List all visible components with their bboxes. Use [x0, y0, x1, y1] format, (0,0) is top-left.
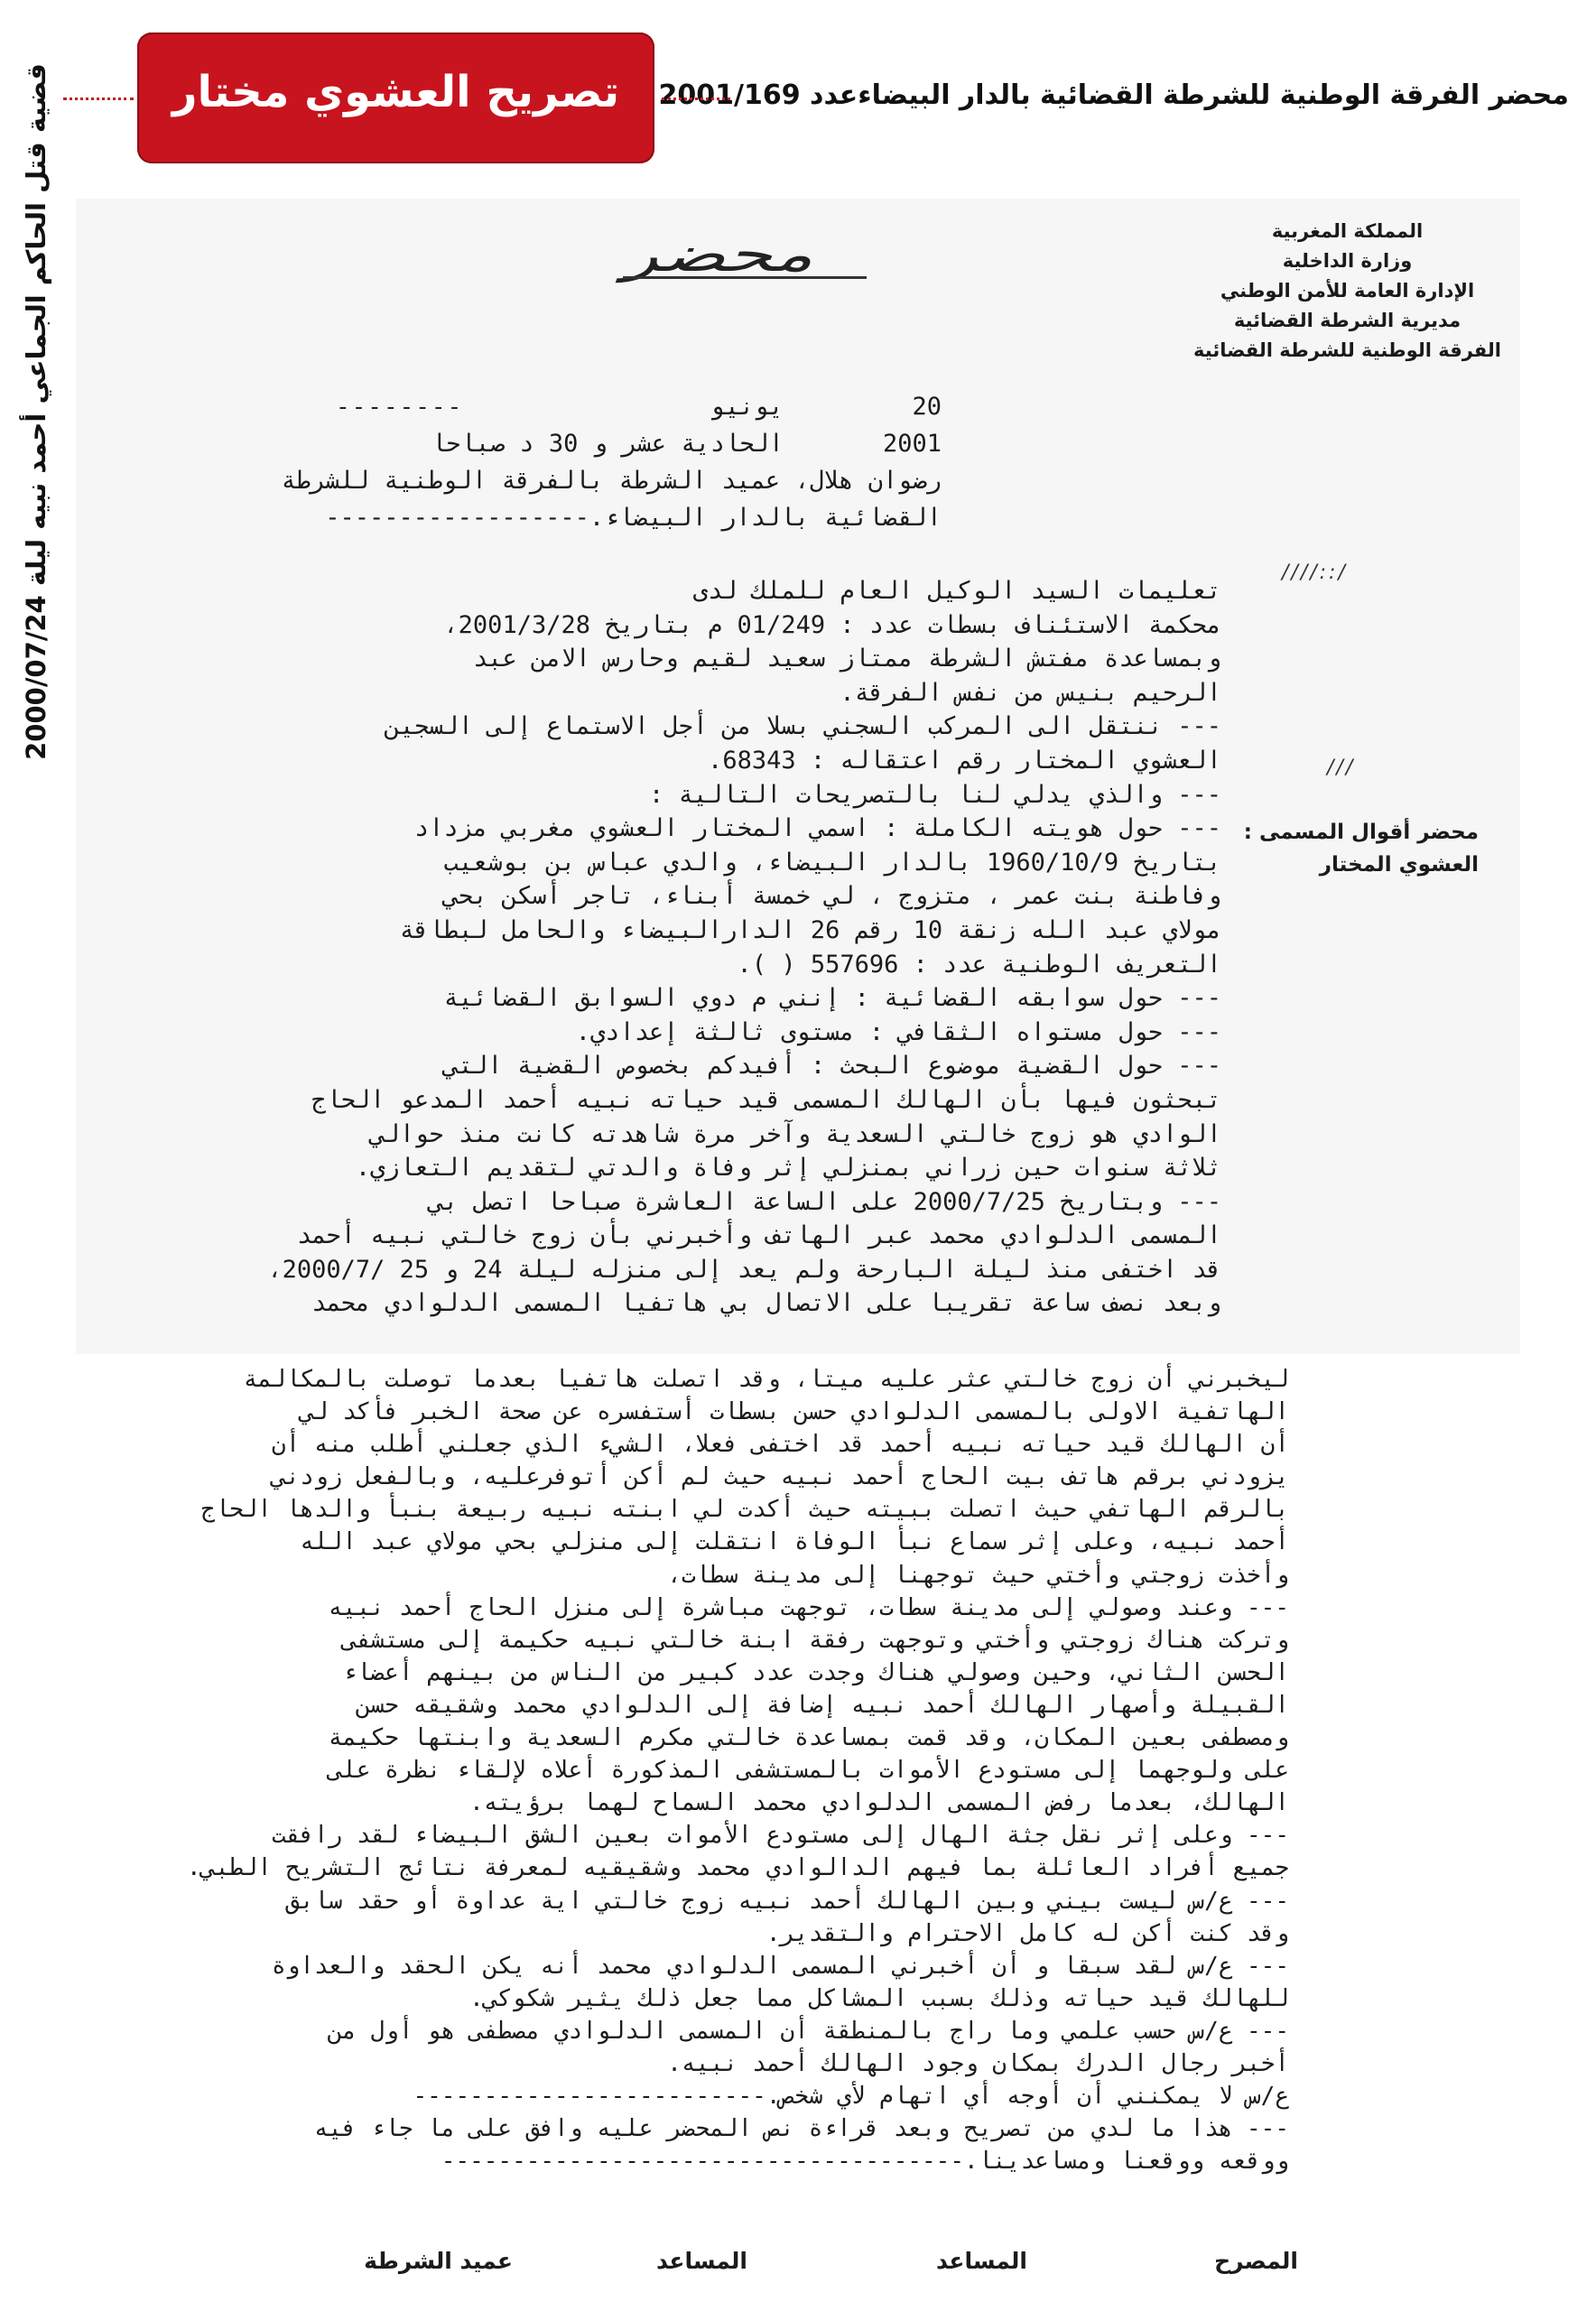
header-line-national-brigade: الفرقة الوطنية للشرطة القضائية: [1193, 339, 1501, 361]
cont-line: القبيلة وأصهار الهالك أحمد نبيه إضافة إلى الدلوادي محمد وشقيقه حسن: [356, 1691, 1289, 1719]
statement-body: [246, 574, 1221, 1321]
cont-line: ووقعه ووقعنا ومساعدينا.-------------------------------------: [441, 2148, 1289, 2176]
body-line: تبحثون فيها بأن الهالك المسمى قيد حياته نبيه أحمد المدعو الحاج: [311, 1085, 1221, 1114]
date-year: 2001: [882, 430, 942, 458]
body-line: وبمساعدة مفتش الشرطة ممتاز سعيد لقيم وحارس الامن عبد: [472, 645, 1221, 673]
cont-line: جميع أفراد العائلة بما فيهم الدالوادي محمد وشقيقيه لمعرفة نتائج التشريح الطبي.: [187, 1854, 1289, 1882]
cont-line: أن الهالك قيد حياته نبيه أحمد قد اختفى فعلا، الشيء الذي جعلني أطلب منه أن: [271, 1431, 1289, 1459]
cont-line: وتركت هناك زوجتي وأختي وتوجهت رفقة ابنة خالتي نبيه حكيمة إلى مستشفى: [342, 1626, 1289, 1654]
body-line-case: --- حول القضية موضوع البحث : أفيدكم بخصوص القضية التي: [443, 1052, 1221, 1081]
body-line-identity: --- حول هويته الكاملة : اسمي المختار العشوي مغربي مزداد: [413, 814, 1221, 843]
dotted-leader-left: [63, 97, 134, 100]
body-line: تعليمات السيد الوكيل العام للملك لدى: [692, 577, 1221, 605]
body-line: ثلاثة سنوات حين زراني بمنزلي إثر وفاة والدتي لتقديم التعازي.: [355, 1154, 1221, 1183]
body-line: --- ننتقل الى المركب السجني بسلا من أجل الاستماع إلى السجين: [385, 712, 1221, 741]
cont-line: وقد كنت أكن له كامل الاحترام والتقدير.: [766, 1919, 1289, 1947]
signature-chief: عميد الشرطة: [364, 2248, 513, 2274]
statement-continuation: [188, 1363, 1289, 2177]
cont-line: --- وعند وصولي إلى مدينة سطات، توجهت مباشرة إلى منزل الحاج أحمد نبيه: [328, 1593, 1289, 1621]
body-line: --- وبتاريخ 2000/7/25 على الساعة العاشرة صباحا اتصل بي: [429, 1187, 1221, 1216]
body-line: التعريف الوطنية عدد : 557696 ( ).: [737, 950, 1221, 979]
cont-line: يزودني برقم هاتف بيت الحاج أحمد نبيه حيث لم أكن أتوفرعليه، وبالفعل زودني: [271, 1463, 1289, 1491]
margin-note-line-2: العشوي المختار: [1319, 853, 1479, 877]
cont-line: ع/س لا يمكنني أن أوجه أي اتهام لأي شخص.-------------------------: [413, 2083, 1289, 2111]
cont-line: الهاتفية الاولى بالمسمى الدلوادي حسن بسطات أستفسره عن صحة الخبر فأكد لي: [300, 1398, 1289, 1426]
body-line: محكمة الاستئناف بسطات عدد : 01/249 م بتاريخ 2001/3/28،: [443, 610, 1221, 639]
document-title: محضر: [623, 226, 813, 283]
margin-slash-mark: ////::/: [1282, 562, 1348, 584]
date-dashes: --------: [336, 394, 464, 421]
body-line: المسمى الدلوادي محمد عبر الهاتف وأخبرني بأن زوج خالتي نبيه أحمد: [296, 1221, 1221, 1250]
cont-line: بالرقم الهاتفي حيث اتصلت ببيته حيث أكدت لي ابنته نبيه ربيعة بنبأ والدها الحاج: [200, 1496, 1289, 1524]
body-line: قد اختفى منذ ليلة البارحة ولم يعد إلى منزله ليلة 24 و 25 /2000/7،: [267, 1255, 1221, 1284]
side-caption-text: قضية قتل الحاكم الجماعي أحمد نبيه ليلة 2000/07/24: [21, 63, 51, 760]
header-line-ministry: وزارة الداخلية: [1282, 250, 1413, 272]
cont-line: --- هذا ما لدي من تصريح وبعد قراءة نص المحضر عليه وافق على ما جاء فيه: [313, 2115, 1289, 2143]
margin-slash-mark-2: ///: [1327, 756, 1356, 779]
header-line-judicial-police: مديرية الشرطة القضائية: [1233, 310, 1461, 331]
body-line: بتاريخ 1960/10/9 بالدار البيضاء، والدي عباس بن بوشعيب: [443, 848, 1221, 877]
cont-line: --- ع/س حسب علمي وما راج بالمنطقة أن المسمى الدلوادي مصطفى هو أول من: [328, 2017, 1289, 2045]
margin-note: [1244, 816, 1479, 881]
side-caption: [18, 63, 54, 760]
cont-line: --- وعلى إثر نقل جثة الهال إلى مستودع الأموات بعين الشق البيضاء لقد رافقت: [271, 1822, 1289, 1850]
body-line: مولاي عبد الله زنقة 10 رقم 26 الدارالبيضاء والحامل لبطاقة: [399, 915, 1221, 944]
page-heading: محضر الفرقة الوطنية للشرطة القضائية بالدار البيضاءعدد 2001/169: [658, 79, 1569, 111]
officer-line-2: القضائية بالدار البيضاء.------------------: [325, 504, 942, 532]
cont-line: ومصطفى بعين المكان، وقد قمت بمساعدة خالتي مكرم السعدية وابنتها حكيمة: [328, 1724, 1289, 1752]
officer-line-1: رضوان هلال، عميد الشرطة بالفرقة الوطنية للشرطة: [281, 467, 942, 495]
signature-row: [262, 2248, 1298, 2284]
header-line-kingdom: المملكة المغربية: [1271, 220, 1424, 242]
title-badge: [137, 32, 654, 163]
institution-header: [1193, 217, 1501, 366]
cont-line: الحسن الثاني، وحين وصولي هناك وجدت عدد كبير من الناس من بينهم أعضاء: [342, 1658, 1289, 1686]
date-day: 20: [912, 393, 942, 421]
body-line: الوادي هو زوج خالتي السعدية وآخر مرة شاهدته كانت منذ حوالي: [370, 1119, 1221, 1148]
cont-line: --- ع/س لقد سبقا و أن أخبرني المسمى الدلوادي محمد أنه يكن الحقد والعداوة: [271, 1952, 1289, 1980]
margin-note-line-1: محضر أقوال المسمى :: [1243, 821, 1479, 844]
cont-line: --- ع/س ليست بيني وبين الهالك أحمد نبيه زوج خالتي اية عداوة أو حقد سابق: [285, 1887, 1289, 1915]
title-underline: [623, 276, 867, 279]
badge-label: تصريح العشوي مختار: [172, 67, 620, 117]
signature-declarant: المصرح: [1214, 2248, 1298, 2274]
cont-line: الهالك، بعدما رفض المسمى الدلوادي محمد السماح لهما برؤيته.: [469, 1789, 1289, 1817]
cont-line: للهالك قيد حياته وذلك بسبب المشاكل مما جعل ذلك يثير شكوكي.: [469, 1984, 1289, 2012]
cont-line: على ولوجهما إلى مستودع الأموات بالمستشفى المذكورة أعلاه لإلقاء نظرة على: [328, 1757, 1289, 1785]
header-line-directorate: الإدارة العامة للأمن الوطني: [1220, 280, 1475, 302]
cont-line: ليخبرني أن زوج خالتي عثر عليه ميتا، وقد اتصلت هاتفيا بعدما توصلت بالمكالمة: [243, 1366, 1289, 1393]
body-line: وبعد نصف ساعة تقريبا على الاتصال بي هاتفيا المسمى الدلوادي محمد: [311, 1289, 1221, 1318]
body-line: وفاطنة بنت عمر ، متزوج ، لي خمسة أبناء، تاجر أسكن بحي: [443, 882, 1221, 911]
date-time: الحادية عشر و 30 د صباحا: [431, 430, 784, 458]
body-line-record: --- حول سوابقه القضائية : إنني م دوي السوابق القضائية: [443, 984, 1221, 1013]
cont-line: وأخذت زوجتي وأختي حيث توجهنا إلى مدينة سطات،: [667, 1561, 1289, 1589]
body-line: العشوي المختار رقم اعتقاله : 68343.: [708, 746, 1221, 775]
dotted-leader-right: [662, 97, 730, 100]
cont-line: أحمد نبيه، وعلى إثر سماع نبأ الوفاة انتقلت إلى منزلي بحي مولاي عبد الله: [300, 1528, 1289, 1556]
signature-assistant-1: المساعد: [935, 2248, 1027, 2274]
body-line: الرحيم بنيس من نفس الفرقة.: [840, 678, 1221, 707]
signature-assistant-2: المساعد: [655, 2248, 747, 2274]
body-line: --- والذي يدلي لنا بالتصريحات التالية :: [649, 780, 1221, 809]
cont-line: أخبر رجال الدرك بمكان وجود الهالك أحمد نبيه.: [667, 2049, 1289, 2077]
date-month: يونيو: [710, 393, 784, 421]
body-line-education: --- حول مستواه الثقافي : مستوى ثالثة إعدادي.: [575, 1017, 1221, 1046]
